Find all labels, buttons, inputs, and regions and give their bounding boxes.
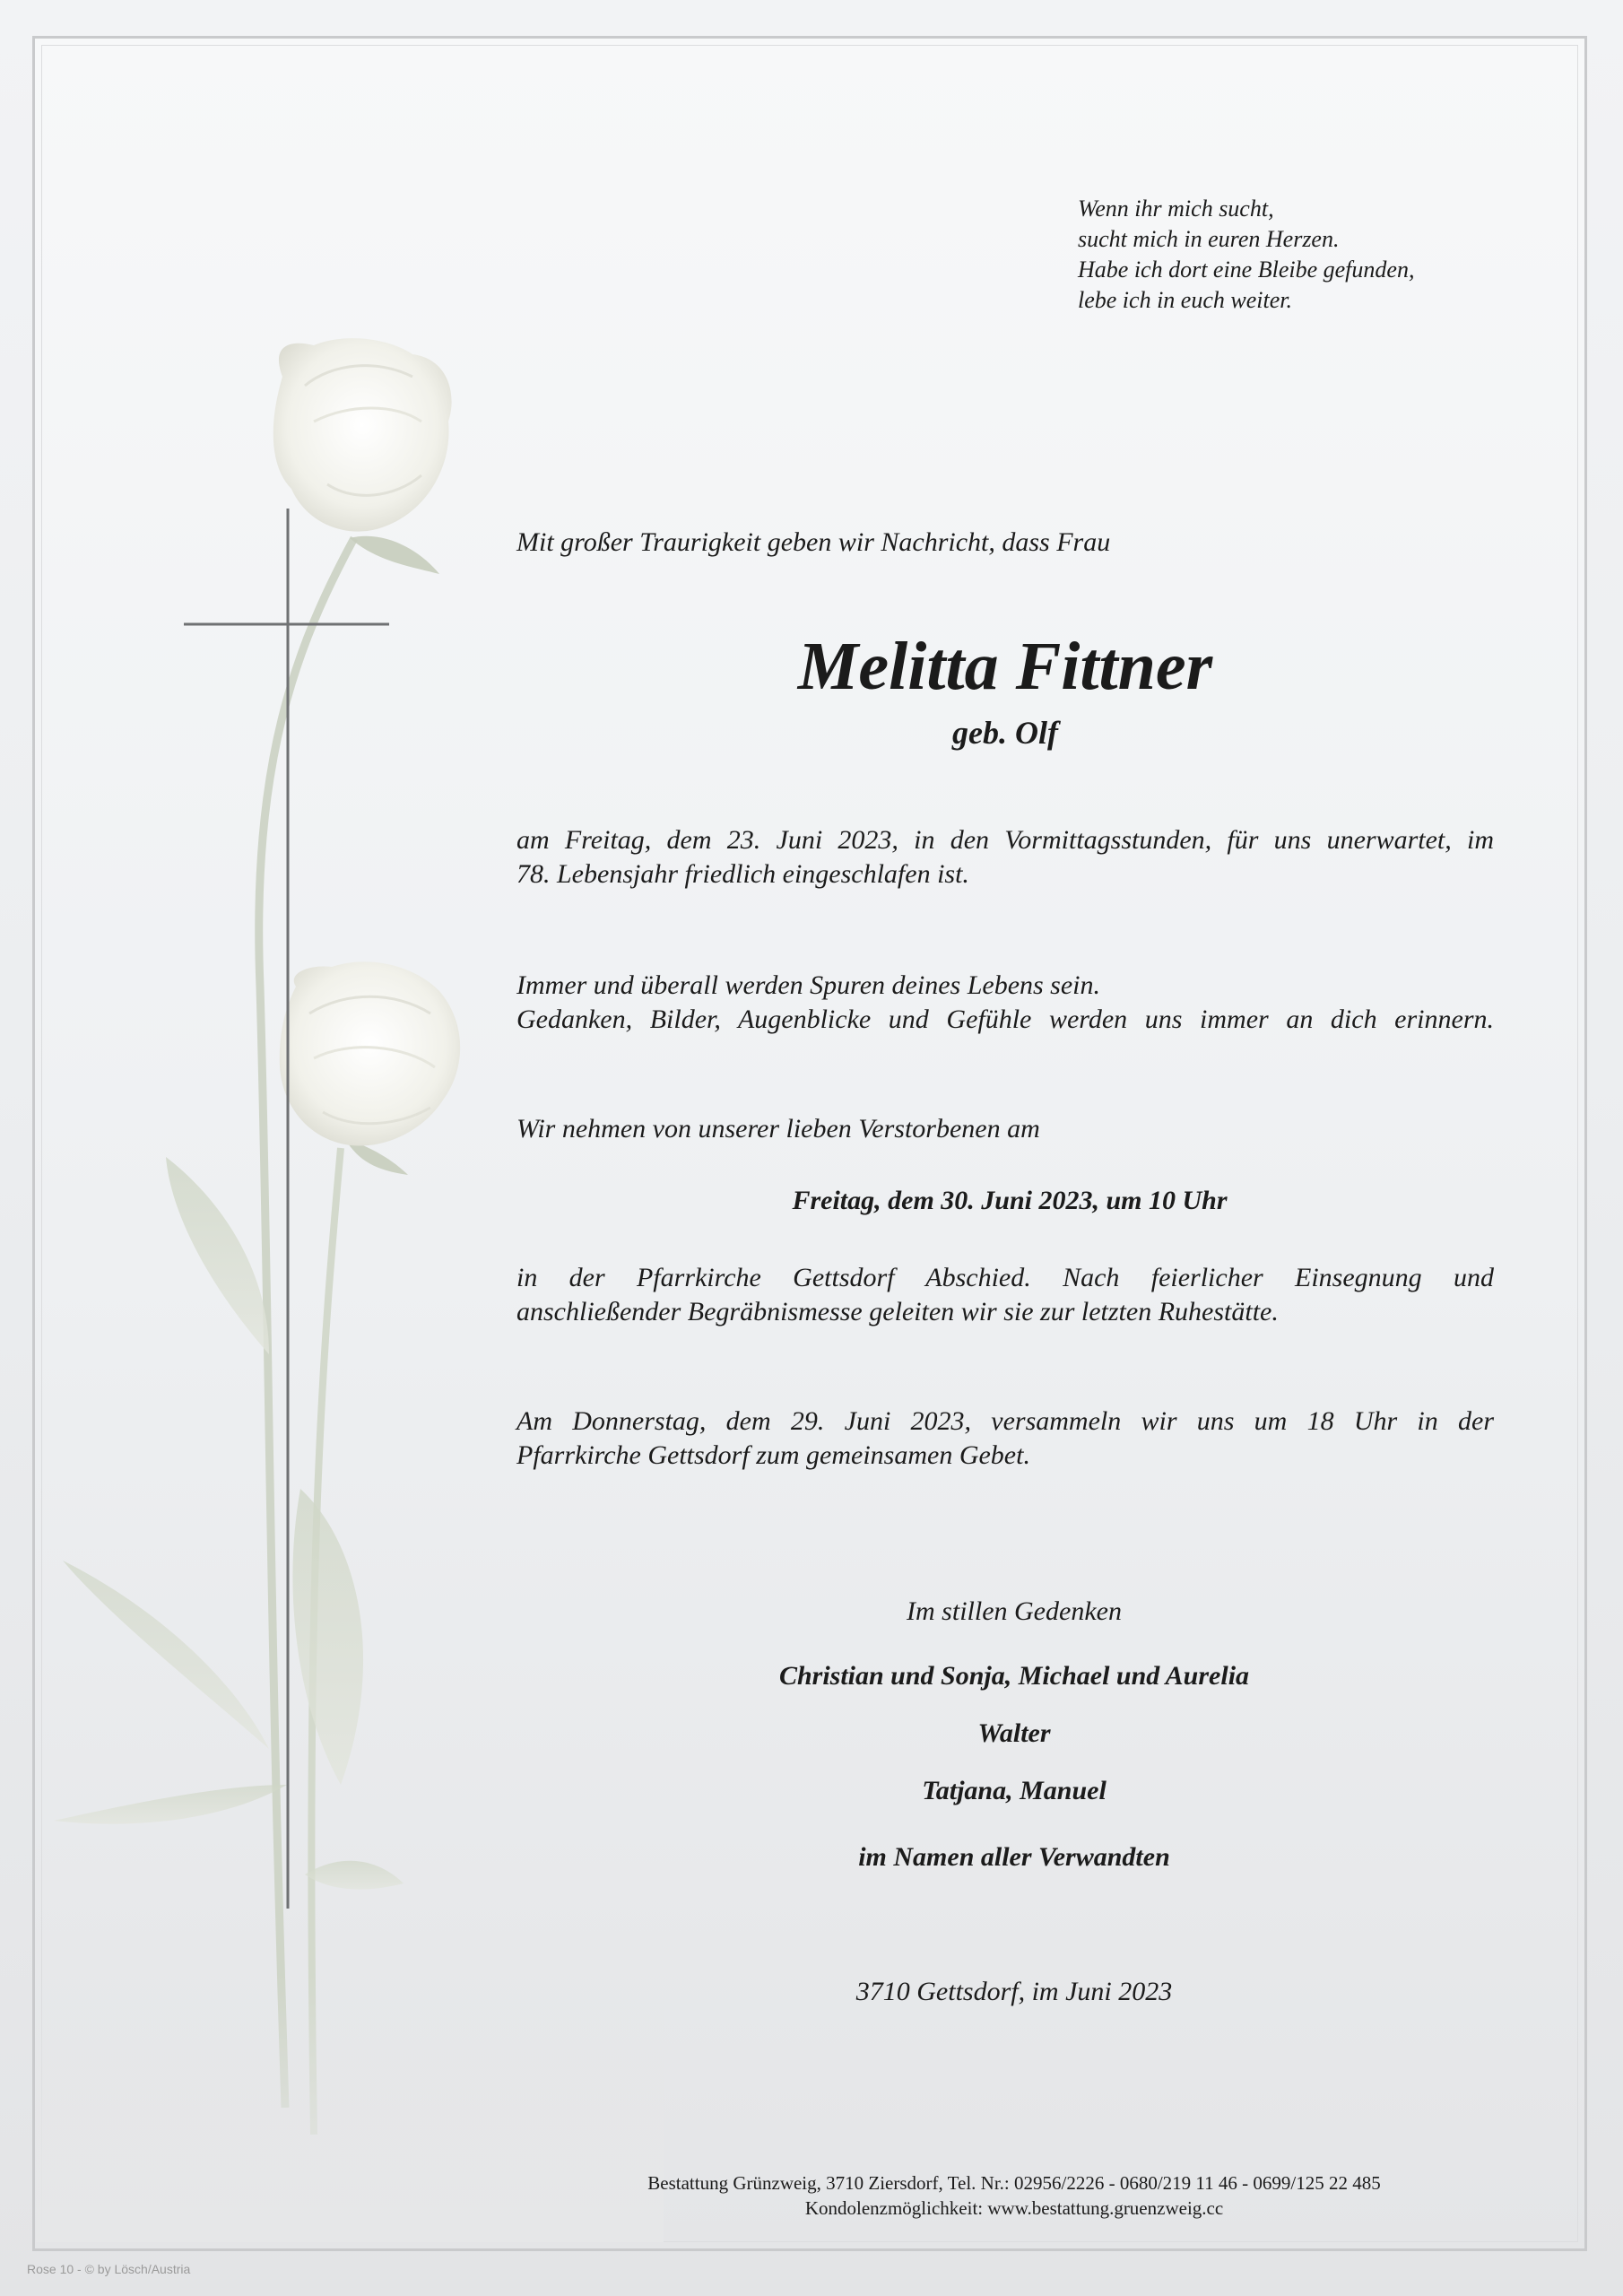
mourner-line: Walter: [977, 1718, 1051, 1748]
prayer-notice: [516, 1405, 1494, 1473]
farewell-intro-line: Wir nehmen von unserer lieben Verstorbenen am: [516, 1114, 1040, 1144]
death-notice-line: am Freitag, dem 23. Juni 2023, in den Vormittagsstunden, für uns unerwartet, im: [516, 825, 1494, 855]
condolence-link[interactable]: Kondolenzmöglichkeit: www.bestattung.gruenzweig.cc: [804, 2197, 1224, 2219]
mourner-line: im Namen aller Verwandten: [858, 1842, 1170, 1872]
poem-line: Habe ich dort eine Bleibe gefunden,: [1078, 257, 1415, 283]
remembrance-line: Gedanken, Bilder, Augenblicke und Gefühle werden uns immer an dich erinnern.: [516, 1004, 1494, 1034]
poem-line: sucht mich in euren Herzen.: [1078, 226, 1340, 252]
death-notice: [516, 823, 1494, 891]
funeral-home-contact: Bestattung Grünzweig, 3710 Ziersdorf, Tel. Nr.: 02956/2226 - 0680/219 11 46 - 0699/125 22 485: [647, 2172, 1381, 2194]
poem: [1078, 194, 1414, 316]
mourner-line: Tatjana, Manuel: [922, 1776, 1107, 1805]
poem-line: lebe ich in euch weiter.: [1078, 287, 1292, 313]
rose-upper: [273, 338, 452, 531]
mourner-line: Christian und Sonja, Michael und Aurelia: [778, 1661, 1250, 1691]
funeral-details-line: in der Pfarrkirche Gettsdorf Abschied. Nach feierlicher Einsegnung und: [516, 1263, 1494, 1292]
poem-line: Wenn ihr mich sucht,: [1078, 196, 1274, 222]
death-notice-line: 78. Lebensjahr friedlich eingeschlafen ist.: [516, 859, 969, 889]
deceased-name: Melitta Fittner: [797, 629, 1213, 704]
place-date: 3710 Gettsdorf, im Juni 2023: [855, 1977, 1173, 2006]
prayer-line: Am Donnerstag, dem 29. Juni 2023, versammeln wir uns um 18 Uhr in der: [516, 1406, 1494, 1436]
image-copyright: Rose 10 - © by Lösch/Austria: [27, 2262, 191, 2276]
remembrance: [516, 969, 1494, 1037]
prayer-line: Pfarrkirche Gettsdorf zum gemeinsamen Gebet.: [516, 1440, 1030, 1470]
sepal-upper: [350, 536, 439, 574]
rose-lower: [280, 961, 460, 1145]
funeral-date: Freitag, dem 30. Juni 2023, um 10 Uhr: [792, 1186, 1228, 1215]
maiden-name: geb. Olf: [952, 715, 1058, 751]
funeral-details-line: anschließender Begräbnismesse geleiten wir sie zur letzten Ruhestätte.: [516, 1297, 1279, 1326]
remembrance-line: Immer und überall werden Spuren deines Lebens sein.: [516, 970, 1101, 1000]
mourners-heading: Im stillen Gedenken: [907, 1596, 1122, 1626]
intro-text: Mit großer Traurigkeit geben wir Nachricht, dass Frau: [516, 527, 1111, 557]
funeral-details: [516, 1261, 1494, 1329]
farewell-intro: [516, 1112, 1494, 1146]
